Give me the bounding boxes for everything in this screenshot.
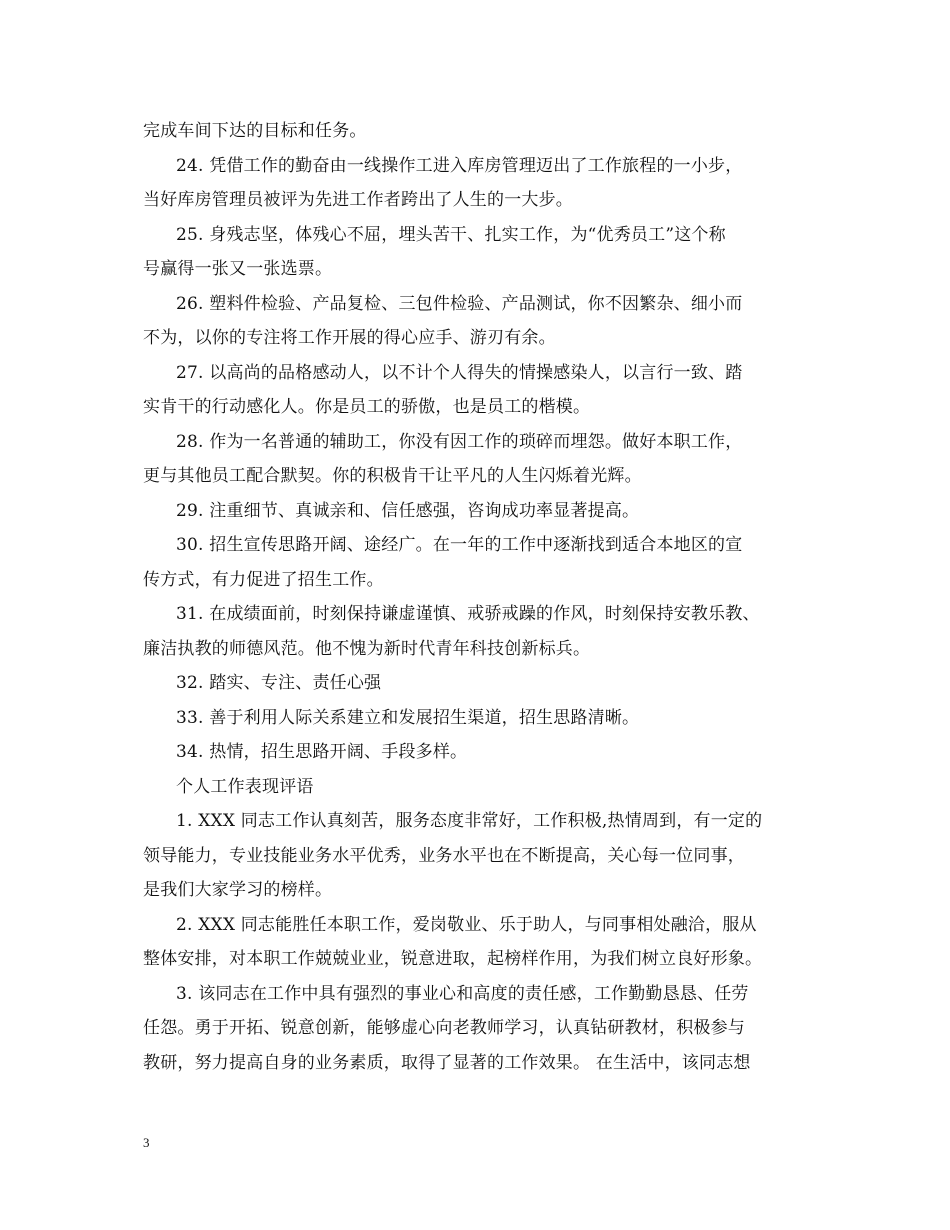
text-line: 传方式，有力促进了招生工作。 xyxy=(143,569,384,590)
text-line: 领导能力，专业技能业务水平优秀，业务水平也在不断提高，关心每一位同事， xyxy=(143,845,745,866)
list-item-3: 3. 该同志在工作中具有强烈的事业心和高度的责任感，工作勤勤恳恳、任劳 xyxy=(176,983,749,1004)
list-item-2: 2. XXX 同志能胜任本职工作，爱岗敬业、乐于助人，与同事相处融洽，服从 xyxy=(176,914,757,935)
list-item-33: 33. 善于利用人际关系建立和发展招生渠道，招生思路清晰。 xyxy=(176,707,640,728)
list-item-31: 31. 在成绩面前，时刻保持谦虚谨慎、戒骄戒躁的作风，时刻保持安教乐教、 xyxy=(176,604,760,624)
text-line: 教研，努力提高自身的业务素质，取得了显著的工作效果。 在生活中，该同志想 xyxy=(143,1052,751,1073)
text-line: 号赢得一张又一张选票。 xyxy=(143,259,333,279)
list-item-26: 26. 塑料件检验、产品复检、三包件检验、产品测试，你不因繁杂、细小而 xyxy=(176,293,743,314)
page-number: 3 xyxy=(143,1135,150,1150)
text-line: 是我们大家学习的榜样。 xyxy=(143,880,333,900)
text-line: 完成车间下达的目标和任务。 xyxy=(143,121,367,141)
list-item-30: 30. 招生宣传思路开阔、途经广。在一年的工作中逐渐找到适合本地区的宣 xyxy=(176,535,743,555)
text-line: 实肯干的行动感化人。你是员工的骄傲，也是员工的楷模。 xyxy=(143,397,591,417)
document-body xyxy=(143,114,833,1080)
section-heading: 个人工作表现评语 xyxy=(176,776,314,797)
list-item-28: 28. 作为一名普通的辅助工，你没有因工作的琐碎而埋怨。做好本职工作， xyxy=(176,431,743,452)
text-line: 整体安排，对本职工作兢兢业业，锐意进取，起榜样作用，为我们树立良好形象。 xyxy=(143,949,763,969)
list-item-32: 32. 踏实、专注、责任心强 xyxy=(176,673,382,693)
list-item-25: 25. 身残志坚，体残心不屈，埋头苦干、扎实工作，为“优秀员工”这个称 xyxy=(176,224,726,245)
text-line: 更与其他员工配合默契。你的积极肯干让平凡的人生闪烁着光辉。 xyxy=(143,466,642,486)
list-item-24: 24. 凭借工作的勤奋由一线操作工进入库房管理迈出了工作旅程的一小步， xyxy=(176,155,743,176)
text-line: 廉洁执教的师德风范。他不愧为新时代青年科技创新标兵。 xyxy=(143,638,591,659)
text-line: 任怨。勇于开拓、锐意创新，能够虚心向老教师学习，认真钻研教材，积极参与 xyxy=(143,1018,745,1038)
list-item-27: 27. 以高尚的品格感动人，以不计个人得失的情操感染人，以言行一致、踏 xyxy=(176,362,743,383)
list-item-1: 1. XXX 同志工作认真刻苦，服务态度非常好，工作积极,热情周到，有一定的 xyxy=(176,811,763,831)
list-item-29: 29. 注重细节、真诚亲和、信任感强，咨询成功率显著提高。 xyxy=(176,500,640,521)
text-line: 当好库房管理员被评为先进工作者跨出了人生的一大步。 xyxy=(143,190,573,210)
text-line: 不为，以你的专注将工作开展的得心应手、游刃有余。 xyxy=(143,328,556,348)
list-item-34: 34. 热情，招生思路开阔、手段多样。 xyxy=(176,742,468,762)
